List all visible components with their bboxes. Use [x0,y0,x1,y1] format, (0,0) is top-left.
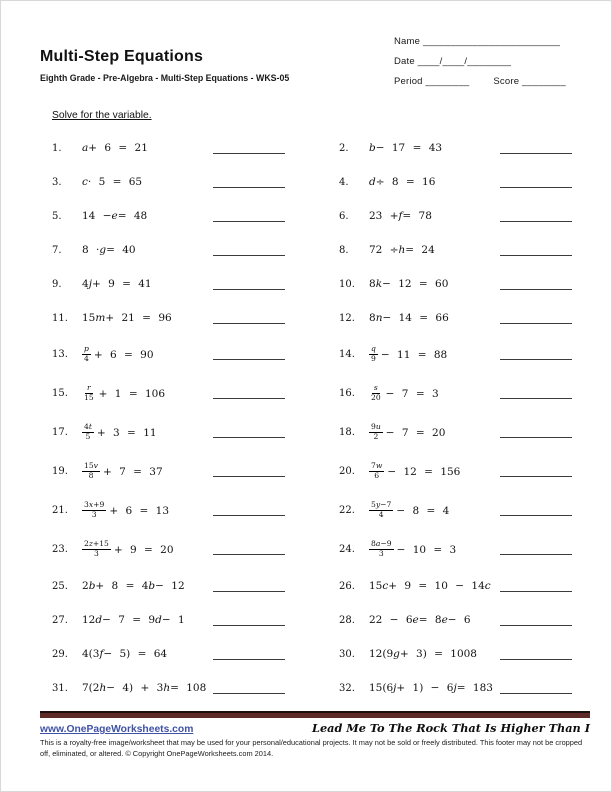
footer-slogan: Lead Me To The Rock That Is Higher Than I [312,721,590,735]
problem-row-32 [339,671,572,705]
fraction: $\frac{9u}{2}$ [371,422,381,441]
problem-row-2 [339,131,572,165]
problem-equation: 4(3 f − 5) = 64 [82,648,168,660]
period-score-line [394,76,572,87]
page-title: Multi-Step Equations [40,48,204,65]
footer-line [40,721,590,735]
problem-row-19 [52,452,285,491]
worksheet-subtitle: Eighth Grade - Pre-Algebra - Multi-Step Equations - WKS-05 [40,73,290,83]
problem-equation: $\frac{p}{4}$ + 6 = 90 [84,344,154,363]
problem-equation: 14 − e = 48 [82,210,148,222]
problem-row-8 [339,233,572,267]
answer-blank [213,153,285,154]
problem-row-3 [52,165,285,199]
problem-number: 9. [52,278,62,290]
problem-equation: 2 b + 8 = 4 b − 12 [82,580,185,592]
problem-equation: 12(9 g + 3) = 1008 [369,648,477,660]
fraction: $\frac{5y-7}{4}$ [371,500,392,519]
problem-equation: $\frac{4t}{5}$ + 3 = 11 [84,422,157,441]
problem-row-26 [339,569,572,603]
problem-equation: 15 c + 9 = 10 − 14 c [369,580,491,592]
problem-equation: 15(6 j + 1) − 6 j = 183 [369,682,493,694]
problem-number: 11. [52,312,68,324]
fraction: $\frac{15v}{8}$ [84,461,98,480]
problem-number: 12. [339,312,355,324]
period-field: Period ________ [394,76,470,87]
answer-blank [213,659,285,660]
problem-equation: $\frac{9u}{2}$ − 7 = 20 [371,422,446,441]
problem-row-7 [52,233,285,267]
score-field: Score ________ [493,76,566,87]
answer-blank [500,476,572,477]
problem-row-11 [52,301,285,335]
problem-equation: 22 − 6 e = 8 e − 6 [369,614,471,626]
problem-equation: $\frac{7w}{6}$ − 12 = 156 [371,461,461,480]
problem-equation: 4 j + 9 = 41 [82,278,152,290]
answer-blank [500,221,572,222]
answer-blank [213,591,285,592]
problem-equation: $\frac{8a-9}{3}$ − 10 = 3 [371,539,457,558]
problem-row-17 [52,413,285,452]
fraction: $\frac{q}{9}$ [371,344,376,363]
answer-blank [213,289,285,290]
answer-blank [213,221,285,222]
problem-row-4 [339,165,572,199]
answer-blank [500,289,572,290]
answer-blank [500,187,572,188]
problem-equation: a + 6 = 21 [82,142,148,154]
fraction: $\frac{2z+15}{3}$ [84,539,109,558]
problem-number: 14. [339,349,355,360]
answer-blank [213,255,285,256]
problem-row-28 [339,603,572,637]
problem-equation: $\frac{15v}{8}$ + 7 = 37 [84,461,163,480]
problems-grid [0,123,612,705]
problem-equation: 23 + f = 78 [369,210,432,222]
problem-equation: $\frac{s}{20}$ − 7 = 3 [371,383,439,402]
fraction: $\frac{4t}{5}$ [84,422,92,441]
problem-row-18 [339,413,572,452]
problem-row-22 [339,491,572,530]
header [0,0,612,96]
answer-blank [500,659,572,660]
problem-row-5 [52,199,285,233]
answer-blank [500,359,572,360]
answer-blank [213,359,285,360]
answer-blank [213,554,285,555]
answer-blank [500,554,572,555]
answer-blank [500,153,572,154]
fraction: $\frac{7w}{6}$ [371,461,383,480]
fraction: $\frac{r}{15}$ [84,383,94,402]
problem-number: 32. [339,682,355,694]
problem-row-21 [52,491,285,530]
problem-number: 7. [52,244,62,256]
answer-blank [213,625,285,626]
answer-blank [213,437,285,438]
student-info-block [394,34,572,96]
problem-number: 18. [339,427,355,438]
problem-equation: 15 m + 21 = 96 [82,312,172,324]
problem-row-31 [52,671,285,705]
answer-blank [500,323,572,324]
problem-number: 19. [52,466,68,477]
problem-row-29 [52,637,285,671]
problem-equation: c · 5 = 65 [82,176,143,188]
problem-number: 13. [52,349,68,360]
answer-blank [500,515,572,516]
answer-blank [213,693,285,694]
name-field: Name _________________________ [394,36,561,47]
answer-blank [500,625,572,626]
problem-number: 26. [339,580,355,592]
problem-row-14 [339,335,572,374]
problem-number: 31. [52,682,68,694]
copyright-text: This is a royalty-free image/worksheet that may be used for your personal/educational projects. It may not be sold or freely distributed. This footer may not be cropped off, eliminated, or altered. © Copyright OnePageWorksheets.com 2014. [40,738,583,759]
answer-blank [213,515,285,516]
problem-equation: d ÷ 8 = 16 [369,176,436,188]
problem-equation: 72 ÷ h = 24 [369,244,435,256]
fraction: $\frac{s}{20}$ [371,383,381,402]
problem-number: 21. [52,505,68,516]
problem-number: 27. [52,614,68,626]
answer-blank [500,591,572,592]
problem-equation: b − 17 = 43 [369,142,443,154]
problem-number: 2. [339,142,349,154]
problem-equation: 7(2 h − 4) + 3 h = 108 [82,682,207,694]
problem-row-12 [339,301,572,335]
problem-number: 8. [339,244,349,256]
answer-blank [213,476,285,477]
answer-blank [500,693,572,694]
footer-accent-bar [40,711,590,718]
problem-number: 24. [339,544,355,555]
problem-equation: 8 · g = 40 [82,244,136,256]
problem-number: 25. [52,580,68,592]
problem-number: 28. [339,614,355,626]
instruction-text: Solve for the variable. [52,110,152,121]
problem-number: 22. [339,505,355,516]
fraction: $\frac{3x+9}{3}$ [84,500,105,519]
problem-number: 15. [52,388,68,399]
fraction: $\frac{8a-9}{3}$ [371,539,392,558]
problem-equation: 8 n − 14 = 66 [369,312,449,324]
problem-number: 30. [339,648,355,660]
fraction: $\frac{p}{4}$ [84,344,89,363]
answer-blank [213,187,285,188]
problem-number: 3. [52,176,62,188]
problem-equation: 8 k − 12 = 60 [369,278,449,290]
problem-number: 1. [52,142,62,154]
footer [40,711,590,759]
problem-row-23 [52,530,285,569]
problem-equation: $\frac{q}{9}$ − 11 = 88 [371,344,448,363]
answer-blank [213,398,285,399]
problem-row-10 [339,267,572,301]
problem-row-20 [339,452,572,491]
website-link[interactable]: www.OnePageWorksheets.com [40,724,194,735]
answer-blank [500,255,572,256]
problem-number: 20. [339,466,355,477]
problem-number: 4. [339,176,349,188]
problem-equation: $\frac{5y-7}{4}$ − 8 = 4 [371,500,450,519]
problem-row-9 [52,267,285,301]
problem-row-1 [52,131,285,165]
problem-row-13 [52,335,285,374]
answer-blank [213,323,285,324]
problem-number: 6. [339,210,349,222]
problem-equation: $\frac{r}{15}$ + 1 = 106 [84,383,166,402]
problem-row-25 [52,569,285,603]
problem-row-27 [52,603,285,637]
problem-number: 10. [339,278,355,290]
problem-row-30 [339,637,572,671]
problem-equation: $\frac{2z+15}{3}$ + 9 = 20 [84,539,174,558]
problem-row-16 [339,374,572,413]
problem-number: 5. [52,210,62,222]
problem-row-15 [52,374,285,413]
problem-number: 29. [52,648,68,660]
problem-number: 23. [52,544,68,555]
answer-blank [500,437,572,438]
problem-equation: $\frac{3x+9}{3}$ + 6 = 13 [84,500,169,519]
answer-blank [500,398,572,399]
problem-number: 17. [52,427,68,438]
problem-equation: 12 d − 7 = 9 d − 1 [82,614,185,626]
problem-row-24 [339,530,572,569]
header-left [40,34,289,83]
date-field: Date ____/____/________ [394,56,512,67]
problem-number: 16. [339,388,355,399]
problem-row-6 [339,199,572,233]
